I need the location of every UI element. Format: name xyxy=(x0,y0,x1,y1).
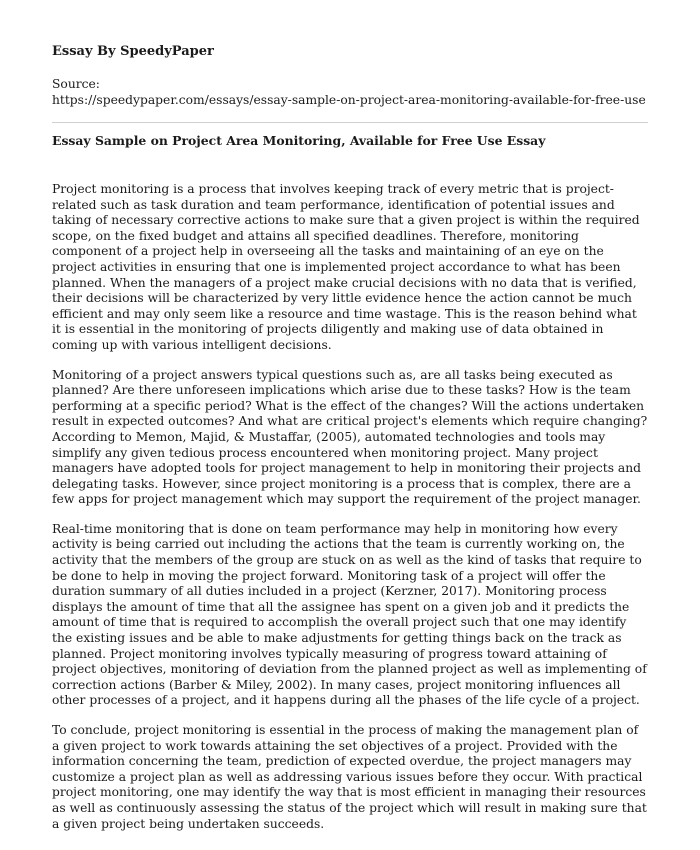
essay-paragraph: To conclude, project monitoring is essential in the process of making the management plan of a given project to work towards attaining the set objectives of a project. Provided with the information concerning the team, prediction of expected overdue, the project managers may customize a project plan as well as addressing various issues before they occur. With practical project monitoring, one may identify the way that is most efficient in managing their resources as well as continuously assessing the status of the project which will result in making sure that a given project being undertaken succeeds. xyxy=(52,723,647,831)
header-divider xyxy=(52,122,648,123)
source-label: Source: xyxy=(52,77,100,91)
essay-title: Essay Sample on Project Area Monitoring, Available for Free Use Essay xyxy=(52,133,546,148)
essay-paragraph: Real-time monitoring that is done on team performance may help in monitoring how every activity is being carried out including the actions that the team is currently working on, the activity that the members of the group are stuck on as well as the kind of tasks that require to be done to help in moving the project forward. Monitoring task of a project will offer the duration summary of all duties included in a project (Kerzner, 2017). Monitoring process displays the amount of time that all the assignee has spent on a given job and it predicts the amount of time that is required to accomplish the overall project such that one may identify the existing issues and be able to make adjustments for getting things back on the track as planned. Project monitoring involves typically measuring of progress toward attaining of project objectives, monitoring of deviation from the planned project as well as implementing of correction actions (Barber & Miley, 2002). In many cases, project monitoring influences all other processes of a project, and it happens during all the phases of the life cycle of a project. xyxy=(52,521,647,708)
essay-paragraph: Project monitoring is a process that involves keeping track of every metric that is project-related such as task duration and team performance, identification of potential issues and taking of necessary corrective actions to make sure that a given project is within the required scope, on the fixed budget and attains all specified deadlines. Therefore, monitoring component of a project help in overseeing all the tasks and maintaining of an eye on the project activities in ensuring that one is implemented project accordance to what has been planned. When the managers of a project make crucial decisions with no data that is verified, their decisions will be characterized by very little evidence hence the action cannot be much efficient and may only seem like a resource and time wastage. This is the reason behind what it is essential in the monitoring of projects diligently and making use of data obtained in coming up with various intelligent decisions. xyxy=(52,182,640,352)
essay-paragraph: Monitoring of a project answers typical questions such as, are all tasks being executed as planned? Are there unforeseen implications which arise due to these tasks? How is the team performing at a specific period? What is the effect of the changes? Will the actions undertaken result in expected outcomes? And what are critical project's elements which require changing? According to Memon, Majid, & Mustaffar, (2005), automated technologies and tools may simplify any given tedious process encountered when monitoring project. Many project managers have adopted tools for project management to help in monitoring their projects and delegating tasks. However, since project monitoring is a process that is complex, there are a few apps for project management which may support the requirement of the project manager. xyxy=(52,367,648,507)
document-title: Essay By SpeedyPaper xyxy=(52,44,214,59)
source-url: https://speedypaper.com/essays/essay-sample-on-project-area-monitoring-available-for-free-use xyxy=(52,93,646,107)
essay-body xyxy=(52,182,648,832)
